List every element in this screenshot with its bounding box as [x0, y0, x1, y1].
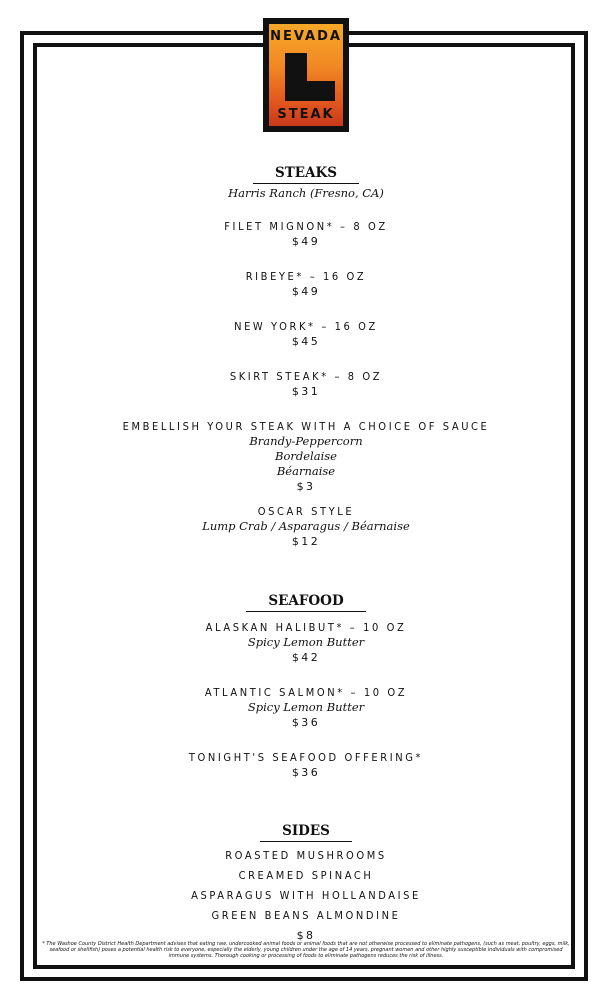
- menu-item: [40, 319, 572, 349]
- menu-item: [40, 269, 572, 299]
- item-name: ALASKAN HALIBUT* – 10 OZ: [205, 621, 407, 634]
- side-item: ROASTED MUSHROOMS: [225, 849, 387, 862]
- menu-item: [40, 620, 572, 665]
- item-price: $49: [291, 235, 321, 248]
- sauce-option: Bordelaise: [275, 449, 337, 463]
- seafood-heading: SEAFOOD: [246, 593, 365, 612]
- item-price: $45: [291, 335, 321, 348]
- side-item: CREAMED SPINACH: [238, 869, 374, 882]
- nevada-steak-logo: [263, 18, 349, 132]
- menu-item: [40, 685, 572, 730]
- health-advisory-footnote: * The Washoe County District Health Department advises that eating raw, undercooked animal foods or animal foods that are not otherwise processed to eliminate pathogens, (such as meat, poultry, eggs, milk, seafood or shellfish) poses a potential health risk to everyone, especially the elderly, young children under the age of 14 years, pregnant women and other highly susceptible individuals with compromised immune systems. Thorough cooking or processing of foods to eliminate pathogens reduces the risk of illness.: [42, 941, 570, 960]
- item-name: NEW YORK* – 16 OZ: [234, 320, 378, 333]
- item-price: $31: [291, 385, 321, 398]
- logo-top-text: NEVADA: [270, 28, 342, 44]
- menu-item: [40, 219, 572, 249]
- side-item: ASPARAGUS WITH HOLLANDAISE: [191, 889, 421, 902]
- item-price: $36: [291, 716, 321, 729]
- sauce-option: Béarnaise: [276, 464, 336, 478]
- logo-bottom-text: STEAK: [277, 106, 335, 122]
- sauce-title: EMBELLISH YOUR STEAK WITH A CHOICE OF SAUCE: [122, 420, 490, 433]
- sauce-block: [40, 419, 572, 494]
- item-price: $49: [291, 285, 321, 298]
- logo-gradient-panel: [269, 24, 343, 126]
- item-desc: Spicy Lemon Butter: [247, 700, 365, 714]
- oscar-desc: Lump Crab / Asparagus / Béarnaise: [202, 519, 410, 533]
- sides-price: $8: [296, 929, 316, 942]
- item-name: ATLANTIC SALMON* – 10 OZ: [204, 686, 408, 699]
- oscar-price: $12: [291, 535, 321, 548]
- item-name: RIBEYE* – 16 OZ: [245, 270, 367, 283]
- steaks-heading: STEAKS: [253, 165, 359, 184]
- sauce-price: $3: [296, 480, 316, 493]
- sides-list: [40, 846, 572, 946]
- menu-item: [40, 750, 572, 780]
- side-item: GREEN BEANS ALMONDINE: [211, 909, 401, 922]
- item-price: $42: [291, 651, 321, 664]
- item-desc: Spicy Lemon Butter: [247, 635, 365, 649]
- item-name: TONIGHT'S SEAFOOD OFFERING*: [188, 751, 424, 764]
- nevada-state-mark-icon: [279, 51, 337, 103]
- sides-heading: SIDES: [260, 823, 352, 842]
- item-name: FILET MIGNON* – 8 OZ: [224, 220, 388, 233]
- item-price: $36: [291, 766, 321, 779]
- menu-content: [40, 164, 572, 946]
- menu-item: [40, 369, 572, 399]
- oscar-block: [40, 504, 572, 549]
- sauce-option: Brandy-Peppercorn: [249, 434, 363, 448]
- item-name: SKIRT STEAK* – 8 OZ: [229, 370, 383, 383]
- steaks-subheading: Harris Ranch (Fresno, CA): [228, 186, 384, 200]
- oscar-title: OSCAR STYLE: [257, 505, 355, 518]
